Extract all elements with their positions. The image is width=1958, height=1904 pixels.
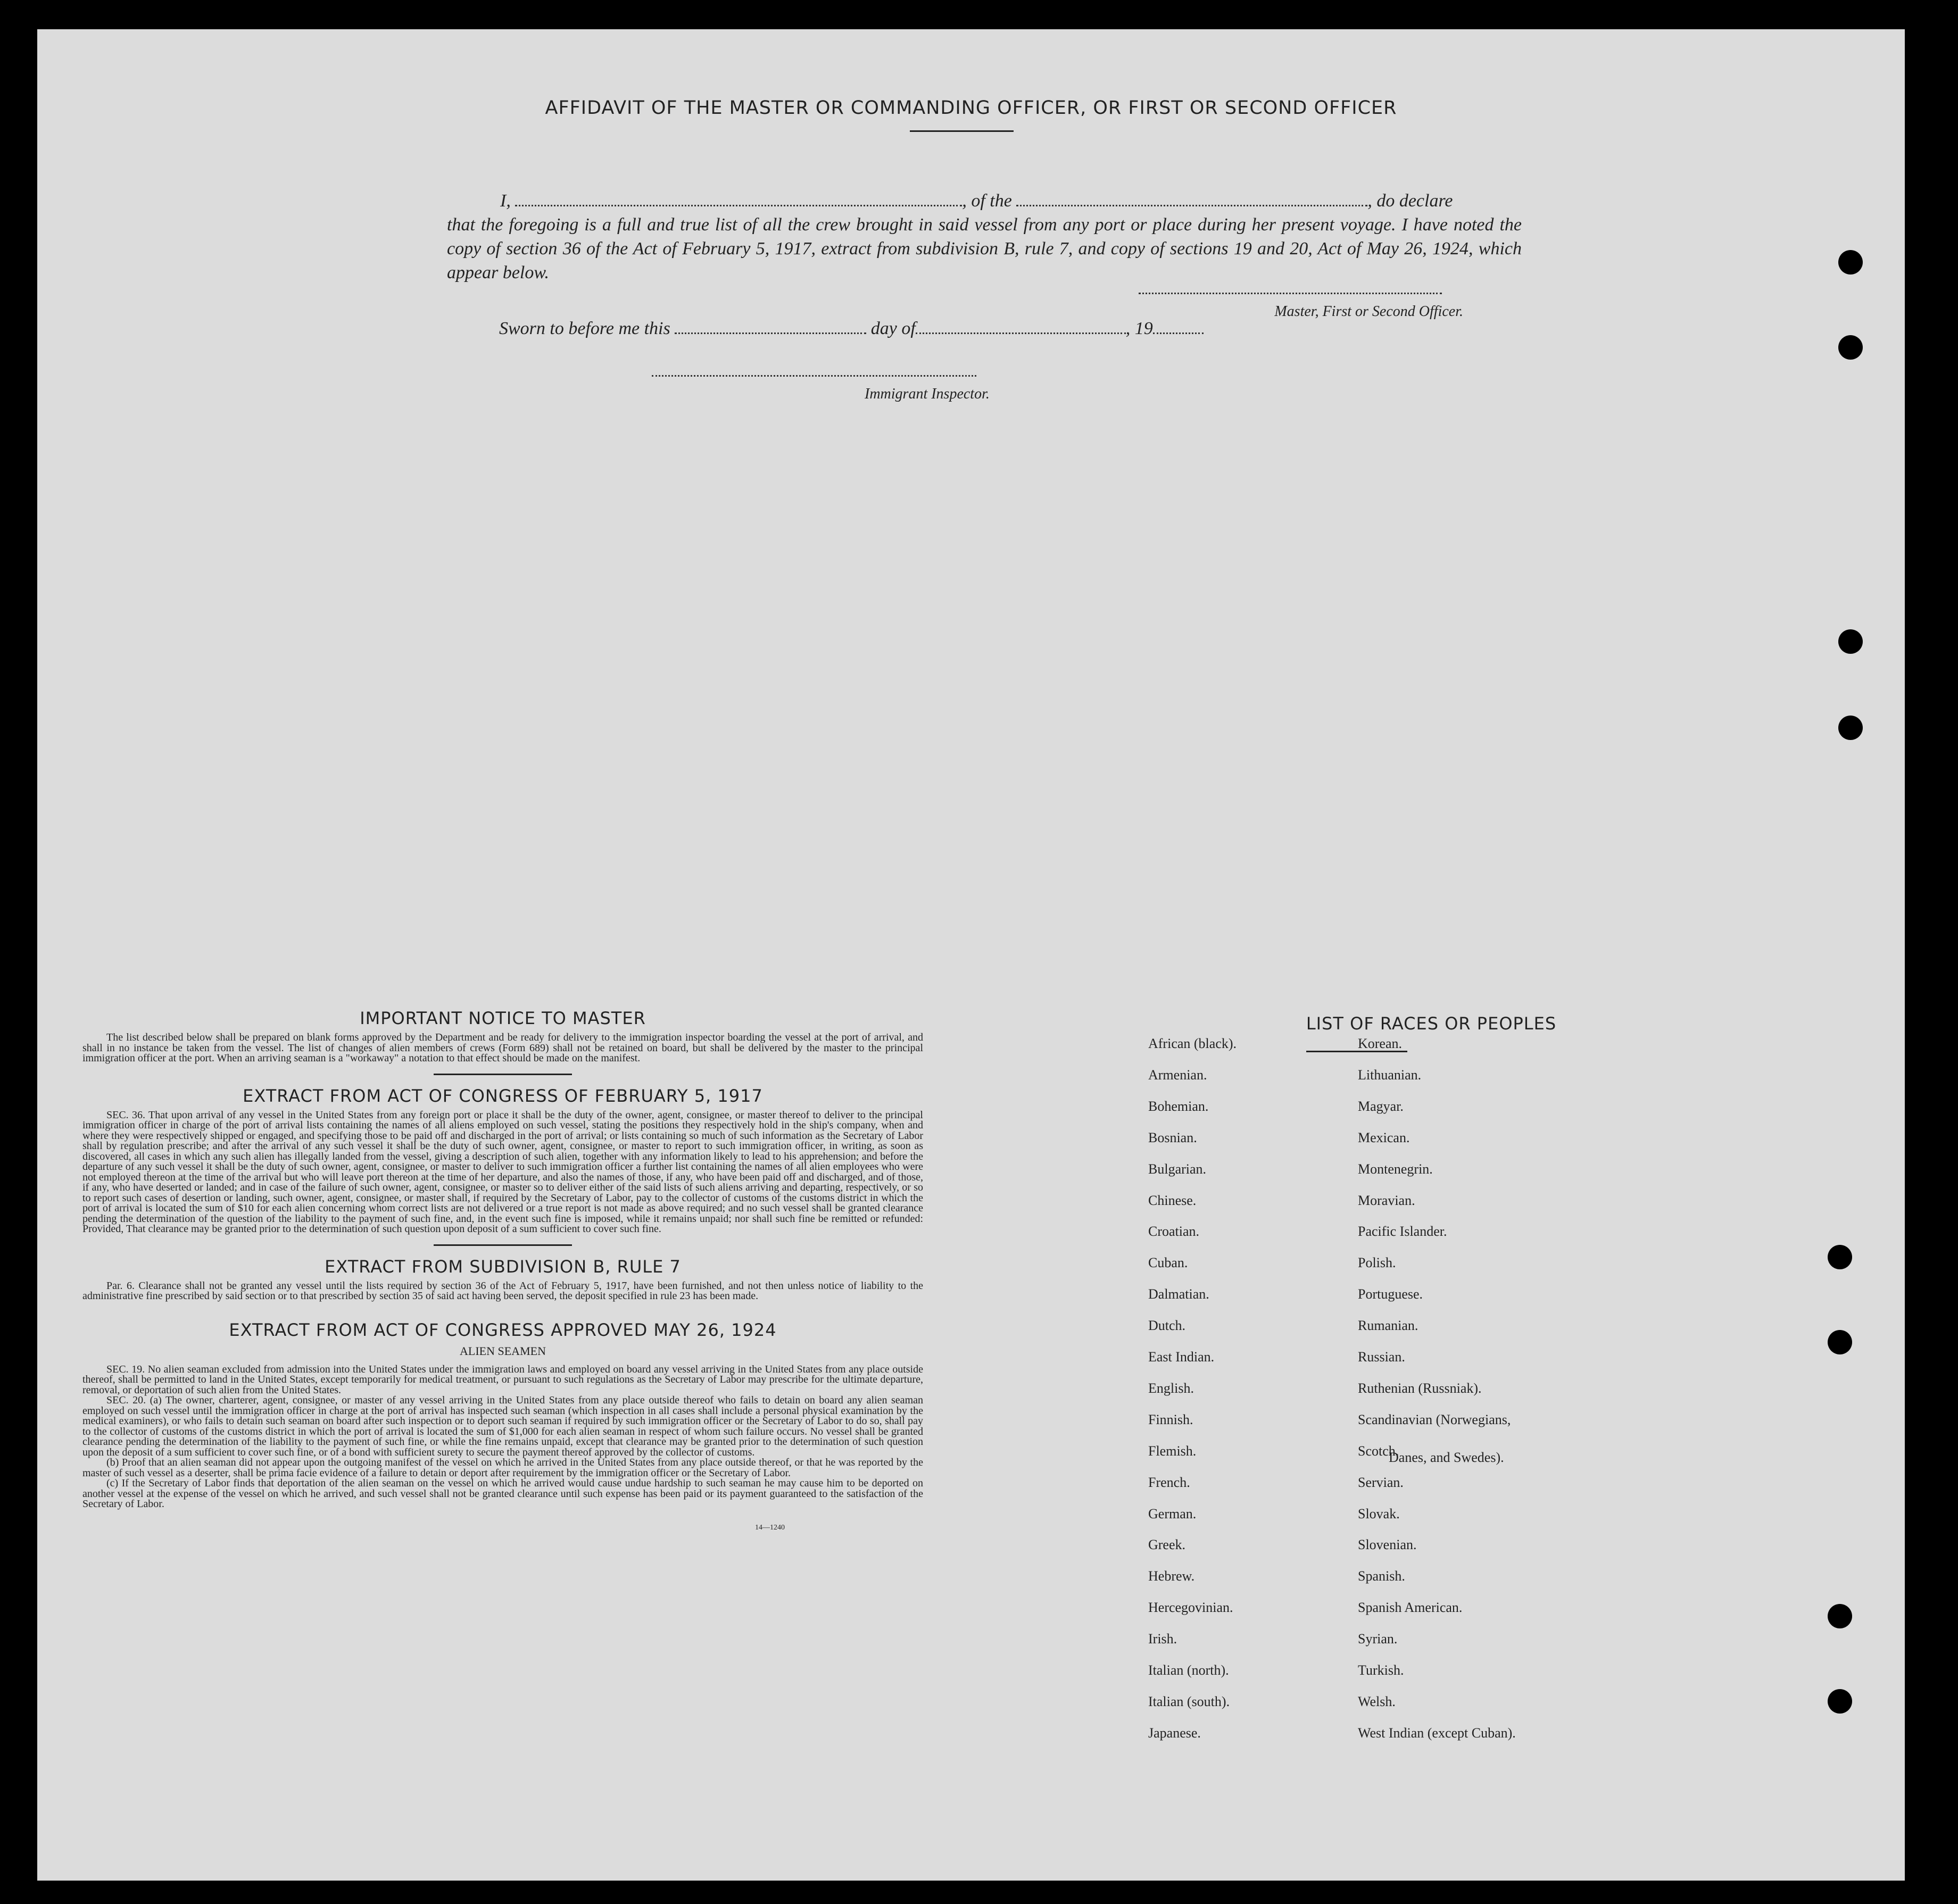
race-item: Italian (north). [1148,1662,1229,1678]
year-blank[interactable] [1153,317,1204,334]
master-signature-label: Master, First or Second Officer. [1274,303,1463,320]
inspector-signature-line[interactable] [652,375,976,377]
day-blank[interactable] [675,317,866,334]
race-item: Japanese. [1148,1725,1201,1741]
race-item: Slovak. [1358,1506,1400,1521]
race-item: Spanish American. [1358,1600,1463,1615]
inspector-label: Immigrant Inspector. [865,386,990,402]
race-item: Greek. [1148,1537,1186,1552]
punch-hole [1828,1689,1852,1714]
document-page [37,29,1905,1881]
of-the-label: , of the [962,191,1012,211]
extract-1924-title: EXTRACT FROM ACT OF CONGRESS APPROVED MAY 26, 1924 [229,1319,777,1340]
race-item: Moravian. [1358,1193,1415,1208]
race-item: Spanish. [1358,1568,1405,1584]
extract-1917-text: SEC. 36. That upon arrival of any vessel in the United States from any foreign port or place it shall be the duty of the owner, agent, consignee, or master thereof to deliver to the principal immigration officer in charge of the port of arrival lists containing the names of all aliens employed on such vessel, stating the positions they respectively hold in the ship's company, when and where they were respectively shipped or engaged, and specifying those to be paid off and discharged in the port of arrival; or lists containing so much of such information as the Secretary of Labor shall by regulation prescribe; and after the arrival of any such vessel it shall be the duty of such owner, agent, consignee, or master to report to such immigration officer, in writing, as soon as discovered, all cases in which any such alien has illegally landed from the vessel, giving a description of such alien, together with any information likely to lead to his apprehension; and before the departure of any such vessel it shall be the duty of such owner, agent, consignee, or master to deliver to such immigration officer a further list containing the names of all alien employees who were not employed thereon at the time of the arrival but who will leave port thereon at the time of her departure, and also the names of those, if any, who have been paid off and discharged, and of those, if any, who have deserted or landed; and in case of the failure of such owner, agent, consignee, or master so to deliver either of the said lists of such aliens arriving and departing, respectively, or so to report such cases of desertion or landing, such owner, agent, consignee, or master shall, if required by the Secretary of Labor, pay to the collector of customs of the customs district in which the port of arrival is located the sum of $10 for each alien concerning whom correct lists are not delivered or a true report is not made as above required; and no such vessel shall be granted clearance pending the determination of the question of the liability to the payment of such fine, and, in the event such fine is imposed, while it remains unpaid; nor shall such fine be remitted or refunded: Provided, That clearance may be granted prior to the determination of such question upon deposit of a sum sufficient to cover such fine. [82,1109,923,1235]
year-prefix: , 19 [1125,319,1153,338]
month-blank[interactable] [916,317,1126,334]
extract-1924-text [82,1365,923,1510]
race-item: Italian (south). [1148,1694,1230,1709]
extract-1917-title: EXTRACT FROM ACT OF CONGRESS OF FEBRUARY 5, 1917 [243,1085,763,1106]
race-item: Dalmatian. [1148,1286,1209,1302]
race-item: Pacific Islander. [1358,1224,1447,1239]
race-item: Servian. [1358,1475,1404,1490]
race-item: Croatian. [1148,1224,1200,1239]
race-item: Scandinavian (Norwegians, [1358,1412,1511,1427]
form-number: 14—1240 [755,1523,785,1532]
race-item: Portuguese. [1358,1286,1423,1302]
race-item: Dutch. [1148,1318,1186,1333]
race-item: German. [1148,1506,1197,1521]
race-item: Bosnian. [1148,1130,1197,1145]
divider [434,1244,572,1246]
notice-text: The list described below shall be prepared on blank forms approved by the Department and be ready for delivery to the immigration inspector boarding the vessel at the port of arrival, and shall in no instance be taken from the vessel. The list of changes of alien members of crews (Form 689) shall not be retained on board, but shall be delivered by the master to the principal immigration officer at the port. When an arriving seaman is a "workaway" a notation to that effect should be made on the manifest. [82,1032,923,1064]
affidavit-statement: that the foregoing is a full and true list of all the crew brought in said vessel from any port or place during her present voyage. I have noted the copy of section 36 of the Act of February 5, 1917, extract from subdivision B, rule 7, and copy of sections 19 and 20, Act of May 26, 1924, which appear below. [447,215,1522,282]
race-item: Korean. [1358,1036,1403,1051]
vessel-blank[interactable] [1016,189,1367,206]
race-item: Syrian. [1358,1631,1398,1647]
race-item: Montenegrin. [1358,1161,1433,1177]
race-item: Bulgarian. [1148,1161,1207,1177]
name-blank[interactable] [515,189,962,206]
race-item: French. [1148,1475,1190,1490]
race-item: Turkish. [1358,1662,1404,1678]
race-item: Russian. [1358,1349,1405,1365]
race-item: English. [1148,1381,1194,1396]
race-item: Scotch. [1358,1443,1399,1459]
i-label: I, [500,191,511,211]
race-item: Flemish. [1148,1443,1197,1459]
punch-hole [1838,716,1863,740]
sworn-line [499,317,1204,339]
affidavit-title: AFFIDAVIT OF THE MASTER OR COMMANDING OFFICER, OR FIRST OR SECOND OFFICER [545,97,1397,119]
punch-hole [1828,1245,1852,1269]
divider [434,1074,572,1075]
race-item: African (black). [1148,1036,1237,1051]
sec-20c: (c) If the Secretary of Labor finds that deportation of the alien seaman on the vessel on which he arrived would cause undue hardship to such seaman he may cause him to be deported on another vessel at the expense of the vessel on which he arrived, and such vessel shall not be granted clearance until such expense has been paid or its payment guaranteed to the satisfaction of the Secretary of Labor. [82,1477,923,1510]
race-item: Magyar. [1358,1099,1404,1114]
race-item: Armenian. [1148,1067,1207,1083]
punch-hole [1838,335,1863,360]
legal-extracts [82,1008,923,1532]
race-item: Slovenian. [1358,1537,1417,1552]
race-item: Mexican. [1358,1130,1410,1145]
race-item-continuation: Danes, and Swedes). [1389,1450,1504,1465]
sec-19: SEC. 19. No alien seaman excluded from admission into the United States under the immigration laws and employed on board any vessel arriving in the United States from any place outside thereof, shall be permitted to land in the United States, except temporarily for medical treatment, or pursuant to such regulations as the Secretary of Labor may prescribe for the ultimate departure, removal, or deportation of such alien from the United States. [82,1363,923,1396]
sec-20b: (b) Proof that an alien seaman did not appear upon the outgoing manifest of the vessel on which he arrived in the United States from any place outside thereof, or that he was reported by the master of such vessel as a deserter, shall be prima facie evidence of a failure to detain or deport after requirement by the immigration officer or the Secretary of Labor. [82,1457,923,1479]
race-item: Chinese. [1148,1193,1197,1208]
race-item: Rumanian. [1358,1318,1418,1333]
sworn-prefix: Sworn to before me this [499,319,670,338]
race-item: West Indian (except Cuban). [1358,1725,1516,1741]
race-item: Hebrew. [1148,1568,1195,1584]
race-item: Irish. [1148,1631,1177,1647]
race-item: Bohemian. [1148,1099,1209,1114]
punch-hole [1838,629,1863,654]
sec-20a: SEC. 20. (a) The owner, charterer, agent, consignee, or master of any vessel arriving in the United States from any place outside thereof who fails to detain on board any alien seaman employed on such vessel until the immigration officer in charge at the port of arrival has inspected such seaman (which inspection in all cases shall include a personal physical examination by the medical examiners), or who fails to detain such seaman on board after such inspection or to deport such seaman if required by such immigration officer or the Secretary of Labor to do so, shall pay to the collector of customs of the customs district in which the port of arrival is located the sum of $1,000 for each alien seaman in respect of whom such failure occurs. No vessel shall be granted clearance pending the determination of the liability to the payment of such fine, or while the fine remains unpaid, except that clearance may be granted prior to the determination of such question upon the deposit of a sum sufficient to cover such fine, or of a bond with sufficient surety to secure the payment thereof approved by the collector of customs. [82,1394,923,1458]
race-item: Ruthenian (Russniak). [1358,1381,1482,1396]
punch-hole [1838,250,1863,275]
alien-seamen-subtitle: ALIEN SEAMEN [460,1344,546,1358]
master-signature-line[interactable] [1139,293,1442,294]
notice-title: IMPORTANT NOTICE TO MASTER [360,1008,646,1028]
race-item: East Indian. [1148,1349,1215,1365]
affidavit-body [447,189,1522,285]
title-rule [910,130,1014,132]
declare-label: , do declare [1367,191,1453,211]
race-item: Cuban. [1148,1255,1188,1270]
race-item: Welsh. [1358,1694,1396,1709]
races-title: LIST OF RACES OR PEOPLES [1306,1013,1557,1034]
extract-rule7-title: EXTRACT FROM SUBDIVISION B, RULE 7 [325,1256,681,1277]
race-item: Lithuanian. [1358,1067,1422,1083]
race-item: Hercegovinian. [1148,1600,1233,1615]
race-item: Finnish. [1148,1412,1193,1427]
extract-rule7-text: Par. 6. Clearance shall not be granted any vessel until the lists required by section 36 of the Act of February 5, 1917, have been furnished, and not then unless notice of liability to the administrative fine prescribed by said section or to that prescribed by section 35 of said act having been served, the deposit specified in rule 23 has been made. [82,1279,923,1302]
punch-hole [1828,1604,1852,1628]
day-of-label: day of [870,319,916,338]
punch-hole [1828,1330,1852,1354]
race-item: Polish. [1358,1255,1396,1270]
